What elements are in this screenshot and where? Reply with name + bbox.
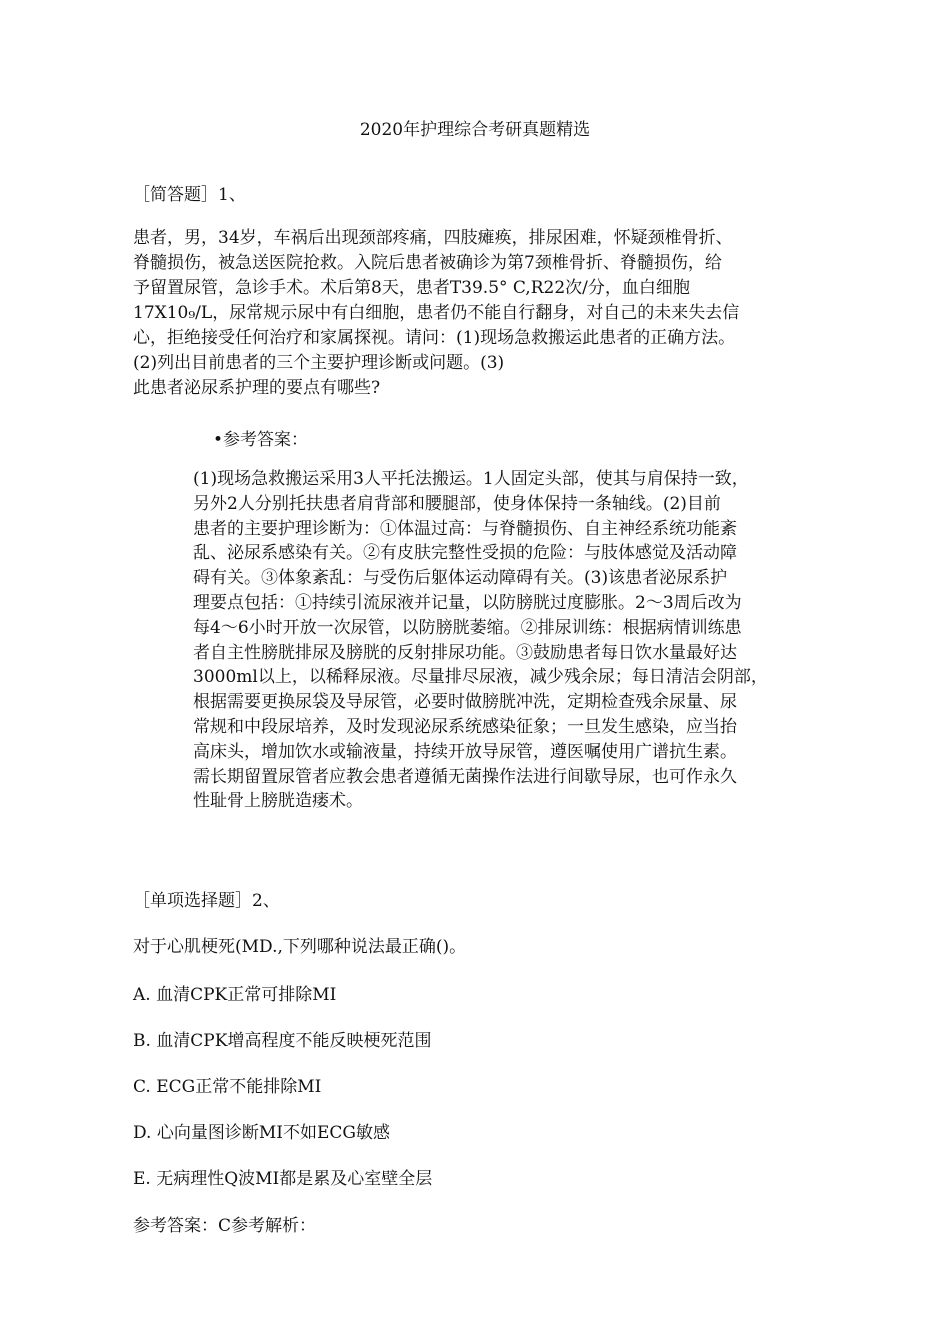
answer-line: 理要点包括：①持续引流尿液并记量，以防膀胱过度膨胀。2〜3周后改为 xyxy=(193,592,742,613)
option-e: E. 无病理性Q波MI都是累及心室壁全层 xyxy=(133,1169,433,1189)
answer-line: 另外2人分别托扶患者肩背部和腰腿部，使身体保持一条轴线。(2)目前 xyxy=(193,493,721,514)
answer-line: 者自主性膀胱排尿及膀胱的反射排尿功能。③鼓励患者每日饮水量最好达 xyxy=(193,642,737,663)
answer-line: 患者的主要护理诊断为：①体温过高：与脊髓损伤、自主神经系统功能紊 xyxy=(193,518,737,539)
question-2-answer: 参考答案：C参考解析： xyxy=(133,1216,317,1236)
answer-line: 碍有关。③体象紊乱：与受伤后躯体运动障碍有关。(3)该患者泌尿系护 xyxy=(193,568,728,589)
answer-label: •参考答案： xyxy=(213,430,309,450)
answer-line: 性耻骨上膀胱造瘘术。 xyxy=(193,791,363,812)
answer-line: 高床头，增加饮水或输液量，持续开放导尿管，遵医嘱使用广谱抗生素。 xyxy=(193,741,737,762)
option-a: A. 血清CPK正常可排除MI xyxy=(133,985,337,1005)
question-2-header: ［单项选择题］2、 xyxy=(133,891,280,911)
document-title: 2020年护理综合考研真题精选 xyxy=(359,120,591,140)
answer-line: 乱、泌尿系感染有关。②有皮肤完整性受损的危险：与肢体感觉及活动障 xyxy=(193,543,737,564)
option-d: D. 心向量图诊断MI不如ECG敏感 xyxy=(133,1123,390,1143)
question-1-answer xyxy=(193,467,825,814)
stem-line: 脊髓损伤，被急送医院抢救。入院后患者被确诊为第7颈椎骨折、脊髓损伤，给 xyxy=(133,253,722,273)
option-b: B. 血清CPK增高程度不能反映梗死范围 xyxy=(133,1031,432,1051)
question-1-header: ［简答题］1、 xyxy=(133,185,246,205)
question-1-stem xyxy=(133,226,823,401)
stem-line: 患者，男，34岁，车祸后出现颈部疼痛，四肢瘫痪，排尿困难，怀疑颈椎骨折、 xyxy=(133,228,733,248)
stem-line: 予留置尿管，急诊手术。术后第8天，患者T39.5° C,R22次/分，血白细胞 xyxy=(133,278,690,298)
answer-line: 每4〜6小时开放一次尿管，以防膀胱萎缩。②排尿训练：根据病情训练患 xyxy=(193,617,742,638)
answer-line: (1)现场急救搬运采用3人平托法搬运。1人固定头部，使其与肩保持一致， xyxy=(193,469,749,489)
answer-line: 根据需要更换尿袋及导尿管，必要时做膀胱冲洗，定期检查残余尿量、尿 xyxy=(193,692,737,713)
question-2-stem: 对于心肌梗死(MD.,下列哪种说法最正确()。 xyxy=(133,937,467,957)
stem-line: 心，拒绝接受任何治疗和家属探视。请问：(1)现场急救搬运此患者的正确方法。 xyxy=(133,328,736,348)
answer-line: 常规和中段尿培养，及时发现泌尿系统感染征象；一旦发生感染，应当抬 xyxy=(193,716,737,737)
stem-line: 17X10₉/L，尿常规示尿中有白细胞，患者仍不能自行翻身，对自己的未来失去信 xyxy=(133,303,740,323)
stem-line: (2)列出目前患者的三个主要护理诊断或问题。(3) xyxy=(133,353,505,373)
stem-line: 此患者泌尿系护理的要点有哪些? xyxy=(133,378,381,398)
option-c: C. ECG正常不能排除MI xyxy=(133,1077,322,1097)
answer-line: 3000ml以上，以稀释尿液。尽量排尽尿液，减少残余尿；每日清洁会阴部， xyxy=(193,667,768,688)
answer-line: 需长期留置尿管者应教会患者遵循无菌操作法进行间歇导尿，也可作永久 xyxy=(193,766,737,787)
